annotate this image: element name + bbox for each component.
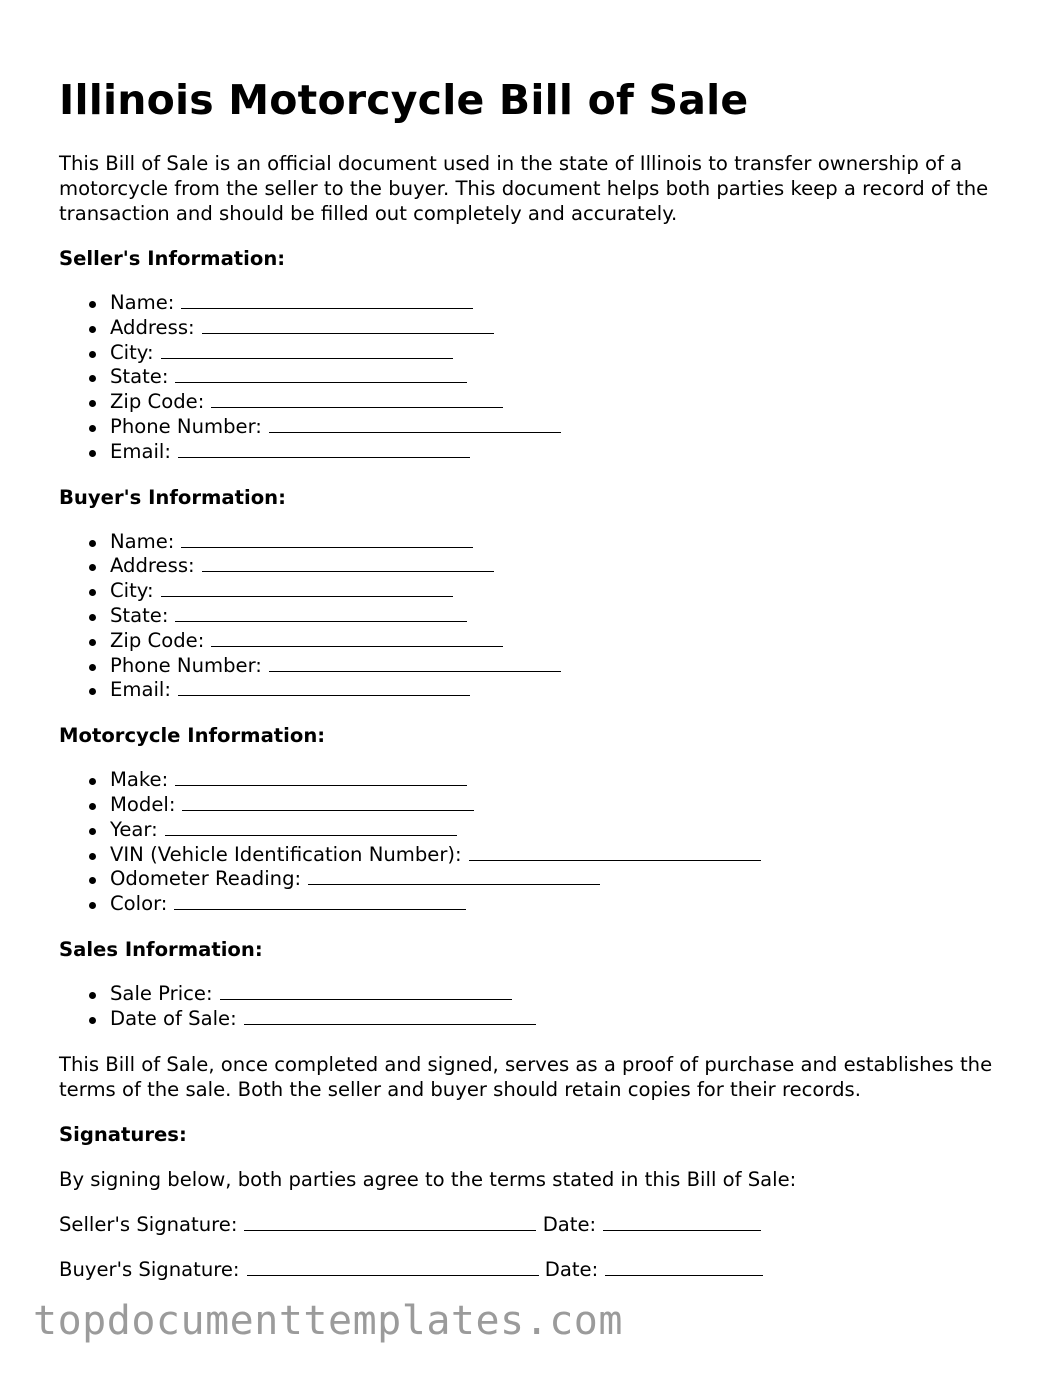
buyer-signature-label: Buyer's Signature: bbox=[59, 1257, 240, 1281]
motorcycle-vin-field[interactable]: VIN (Vehicle Identification Number): bbox=[59, 843, 1009, 868]
seller-name-blank[interactable] bbox=[181, 291, 473, 309]
sale-date-field[interactable]: Date of Sale: bbox=[59, 1007, 1009, 1032]
buyer-address-field[interactable]: Address: bbox=[59, 554, 1009, 579]
signatures-statement: By signing below, both parties agree to the terms stated in this Bill of Sale: bbox=[59, 1167, 797, 1191]
motorcycle-odometer-blank[interactable] bbox=[308, 867, 600, 885]
buyer-city-field[interactable]: City: bbox=[59, 579, 1009, 604]
seller-city-field[interactable]: City: bbox=[59, 341, 1009, 366]
seller-phone-field[interactable]: Phone Number: bbox=[59, 415, 1009, 440]
seller-name-field[interactable]: Name: bbox=[59, 291, 1009, 316]
buyer-email-field[interactable]: Email: bbox=[59, 678, 1009, 703]
buyer-phone-blank[interactable] bbox=[269, 654, 561, 672]
motorcycle-vin-blank[interactable] bbox=[469, 843, 761, 861]
sale-date-blank[interactable] bbox=[244, 1007, 536, 1025]
motorcycle-make-field[interactable]: Make: bbox=[59, 768, 1009, 793]
seller-state-blank[interactable] bbox=[175, 365, 467, 383]
buyer-name-blank[interactable] bbox=[181, 530, 473, 548]
buyer-date-label: Date: bbox=[544, 1257, 599, 1281]
seller-email-field[interactable]: Email: bbox=[59, 440, 1009, 465]
buyer-address-blank[interactable] bbox=[202, 554, 494, 572]
seller-signature-blank[interactable] bbox=[244, 1213, 536, 1231]
document-title: Illinois Motorcycle Bill of Sale bbox=[59, 76, 749, 124]
buyer-name-field[interactable]: Name: bbox=[59, 530, 1009, 555]
buyer-phone-field[interactable]: Phone Number: bbox=[59, 654, 1009, 679]
seller-heading: Seller's Information: bbox=[59, 247, 286, 270]
seller-signature-label: Seller's Signature: bbox=[59, 1212, 238, 1236]
motorcycle-make-blank[interactable] bbox=[175, 768, 467, 786]
seller-address-field[interactable]: Address: bbox=[59, 316, 1009, 341]
buyer-state-field[interactable]: State: bbox=[59, 604, 1009, 629]
buyer-city-blank[interactable] bbox=[161, 579, 453, 597]
sales-fields bbox=[59, 982, 1009, 1032]
seller-fields bbox=[59, 291, 1009, 465]
buyer-date-blank[interactable] bbox=[605, 1258, 763, 1276]
document-page bbox=[59, 72, 1009, 1302]
sale-price-blank[interactable] bbox=[220, 982, 512, 1000]
motorcycle-heading: Motorcycle Information: bbox=[59, 724, 326, 748]
motorcycle-model-field[interactable]: Model: bbox=[59, 793, 1009, 818]
seller-state-field[interactable]: State: bbox=[59, 365, 1009, 390]
buyer-heading: Buyer's Information: bbox=[59, 485, 286, 509]
buyer-zip-blank[interactable] bbox=[211, 629, 503, 647]
motorcycle-year-blank[interactable] bbox=[165, 818, 457, 836]
seller-signature-line bbox=[59, 1212, 1009, 1237]
intro-paragraph: This Bill of Sale is an official document used in the state of Illinois to transfer ownership of a motorcycle from the seller to the buyer. This document helps both parties keep a record of the transaction and should be filled out completely and accurately. bbox=[59, 152, 989, 225]
motorcycle-fields bbox=[59, 768, 1009, 917]
buyer-signature-line bbox=[59, 1257, 1009, 1282]
motorcycle-odometer-field[interactable]: Odometer Reading: bbox=[59, 867, 1009, 892]
seller-address-blank[interactable] bbox=[202, 316, 494, 334]
seller-date-blank[interactable] bbox=[603, 1213, 761, 1231]
buyer-email-blank[interactable] bbox=[178, 678, 470, 696]
watermark-text: topdocumenttemplates.com bbox=[33, 1298, 623, 1344]
seller-date-label: Date: bbox=[542, 1212, 597, 1236]
motorcycle-color-blank[interactable] bbox=[174, 892, 466, 910]
buyer-zip-field[interactable]: Zip Code: bbox=[59, 629, 1009, 654]
buyer-state-blank[interactable] bbox=[175, 604, 467, 622]
seller-email-blank[interactable] bbox=[178, 440, 470, 458]
motorcycle-model-blank[interactable] bbox=[182, 793, 474, 811]
seller-zip-field[interactable]: Zip Code: bbox=[59, 390, 1009, 415]
seller-phone-blank[interactable] bbox=[269, 415, 561, 433]
signatures-heading: Signatures: bbox=[59, 1122, 187, 1146]
seller-city-blank[interactable] bbox=[161, 341, 453, 359]
motorcycle-color-field[interactable]: Color: bbox=[59, 892, 1009, 917]
sale-price-field[interactable]: Sale Price: bbox=[59, 982, 1009, 1007]
sales-heading: Sales Information: bbox=[59, 937, 263, 961]
buyer-fields bbox=[59, 530, 1009, 704]
motorcycle-year-field[interactable]: Year: bbox=[59, 818, 1009, 843]
closing-paragraph: This Bill of Sale, once completed and signed, serves as a proof of purchase and establishes the terms of the sale. Both the seller and buyer should retain copies for their records. bbox=[59, 1052, 993, 1101]
seller-zip-blank[interactable] bbox=[211, 390, 503, 408]
buyer-signature-blank[interactable] bbox=[247, 1258, 539, 1276]
